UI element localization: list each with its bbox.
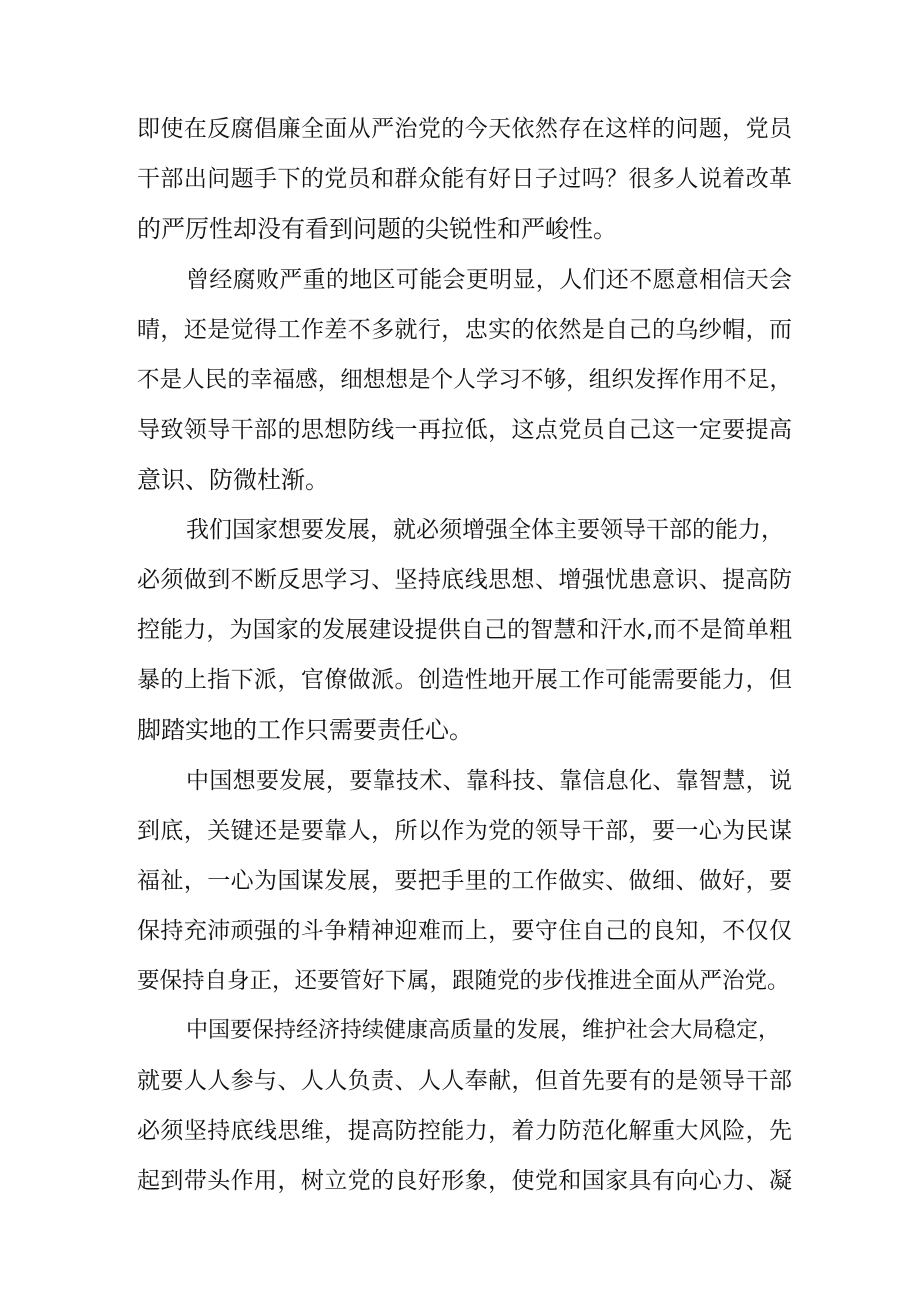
paragraph-3-line-2: 必须做到不断反思学习、坚持底线思想、增强忧患意识、提高防 [137,567,792,593]
paragraph-5-line-1: 中国要保持经济持续健康高质量的发展，维护社会大局稳定， [186,1018,781,1043]
paragraph-3-line-3: 控能力，为国家的发展建设提供自己的智慧和汗水,而不是简单粗 [137,617,792,643]
paragraph-1-line-3: 的严厉性却没有看到问题的尖锐性和严峻性。 [137,215,617,243]
paragraph-4-line-2: 到底，关键还是要靠人，所以作为党的领导干部，要一心为民谋 [137,818,792,844]
paragraph-4-line-4: 保持充沛顽强的斗争精神迎难而上，要守住自己的良知，不仅仅 [137,918,792,944]
paragraph-1-line-2: 干部出问题手下的党员和群众能有好日子过吗？很多人说着改革 [137,166,792,192]
paragraph-2-line-1: 曾经腐败严重的地区可能会更明显，人们还不愿意相信天会 [186,267,792,293]
paragraph-2-line-5: 意识、防微杜渐。 [137,466,329,494]
paragraph-2-line-2: 晴，还是觉得工作差不多就行，忠实的依然是自己的乌纱帽，而 [137,317,792,343]
paragraph-1-line-1: 即使在反腐倡廉全面从严治党的今天依然存在这样的问题，党员 [137,116,792,142]
paragraph-4-line-5: 要保持自身正，还要管好下属，跟随党的步伐推进全面从严治党。 [137,968,790,994]
paragraph-3-line-4: 暴的上指下派，官僚做派。创造性地开展工作可能需要能力，但 [137,667,792,693]
paragraph-2-line-4: 导致领导干部的思想防线一再拉低，这点党员自己这一定要提高 [137,417,792,443]
paragraph-3-line-1: 我们国家想要发展，就必须增强全体主要领导干部的能力， [186,517,784,543]
paragraph-3-line-5: 脚踏实地的工作只需要责任心。 [137,716,473,744]
paragraph-5-line-4: 起到带头作用，树立党的良好形象，使党和国家具有向心力、凝 [137,1168,792,1194]
paragraph-4-line-1: 中国想要发展，要靠技术、靠科技、靠信息化、靠智慧，说 [186,768,792,794]
paragraph-4-line-3: 福祉，一心为国谋发展，要把手里的工作做实、做细、做好，要 [137,868,792,894]
paragraph-5-line-2: 就要人人参与、人人负责、人人奉献，但首先要有的是领导干部 [137,1068,792,1094]
paragraph-5-line-3: 必须坚持底线思维，提高防控能力，着力防范化解重大风险，先 [137,1118,792,1144]
paragraph-2-line-3: 不是人民的幸福感，细想想是个人学习不够，组织发挥作用不足， [137,367,792,393]
